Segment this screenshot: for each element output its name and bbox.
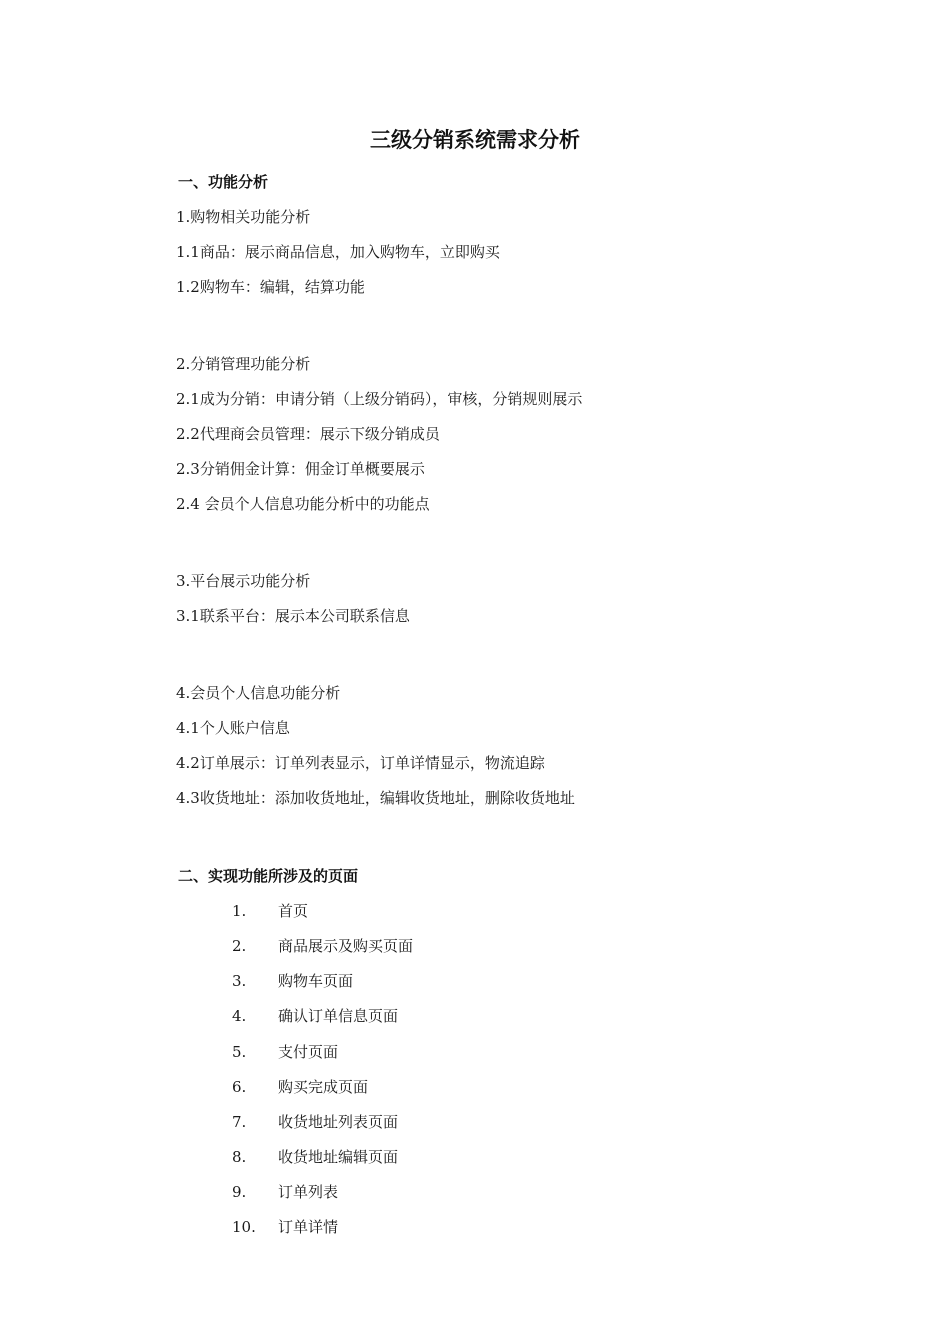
list-item: [232, 1041, 338, 1063]
text-line: 3.1联系平台：展示本公司联系信息: [176, 607, 410, 625]
list-item-label: 商品展示及购买页面: [278, 937, 414, 955]
list-item-label: 收货地址列表页面: [278, 1113, 399, 1131]
list-item-label: 支付页面: [278, 1043, 339, 1061]
list-item-number: 7.: [232, 1113, 247, 1131]
list-item-number: 3.: [232, 972, 247, 990]
list-item: [232, 1111, 398, 1133]
list-item-label: 购买完成页面: [278, 1078, 369, 1096]
list-item-label: 收货地址编辑页面: [278, 1148, 399, 1166]
text-line: 4.1个人账户信息: [176, 719, 290, 737]
list-item: [232, 1146, 398, 1168]
section-heading-pages: 二、实现功能所涉及的页面: [178, 867, 359, 885]
list-item-label: 订单列表: [278, 1183, 339, 1201]
text-line: 2.4 会员个人信息功能分析中的功能点: [176, 495, 430, 513]
list-item: [232, 1181, 338, 1203]
text-line: 2.3分销佣金计算：佣金订单概要展示: [176, 460, 425, 478]
list-item: [232, 1216, 338, 1238]
list-item-number: 8.: [232, 1148, 247, 1166]
text-line: 2.分销管理功能分析: [176, 355, 311, 373]
list-item: [232, 935, 413, 957]
document-title: 三级分销系统需求分析: [370, 128, 580, 152]
text-line: 1.购物相关功能分析: [176, 208, 311, 226]
list-item-number: 6.: [232, 1078, 247, 1096]
list-item-number: 1.: [232, 902, 247, 920]
text-line: 2.2代理商会员管理：展示下级分销成员: [176, 425, 440, 443]
list-item: [232, 1076, 368, 1098]
text-line: 3.平台展示功能分析: [176, 572, 311, 590]
list-item: [232, 1005, 398, 1027]
list-item-label: 订单详情: [278, 1218, 339, 1236]
list-item-number: 4.: [232, 1007, 247, 1025]
text-line: 1.1商品：展示商品信息，加入购物车，立即购买: [176, 243, 500, 261]
list-item-number: 5.: [232, 1043, 247, 1061]
text-line: 4.2订单展示：订单列表显示，订单详情显示，物流追踪: [176, 754, 545, 772]
list-item-label: 首页: [278, 902, 309, 920]
text-line: 1.2购物车：编辑，结算功能: [176, 278, 365, 296]
text-line: 4.3收货地址：添加收货地址，编辑收货地址，删除收货地址: [176, 789, 575, 807]
list-item: [232, 900, 308, 922]
list-item-label: 确认订单信息页面: [278, 1007, 399, 1025]
list-item: [232, 970, 353, 992]
section-heading-functional-analysis: 一、功能分析: [178, 173, 269, 191]
list-item-label: 购物车页面: [278, 972, 354, 990]
text-line: 2.1成为分销：申请分销（上级分销码），审核，分销规则展示: [176, 390, 583, 408]
list-item-number: 9.: [232, 1183, 247, 1201]
list-item-number: 10.: [232, 1218, 256, 1236]
list-item-number: 2.: [232, 937, 247, 955]
text-line: 4.会员个人信息功能分析: [176, 684, 341, 702]
